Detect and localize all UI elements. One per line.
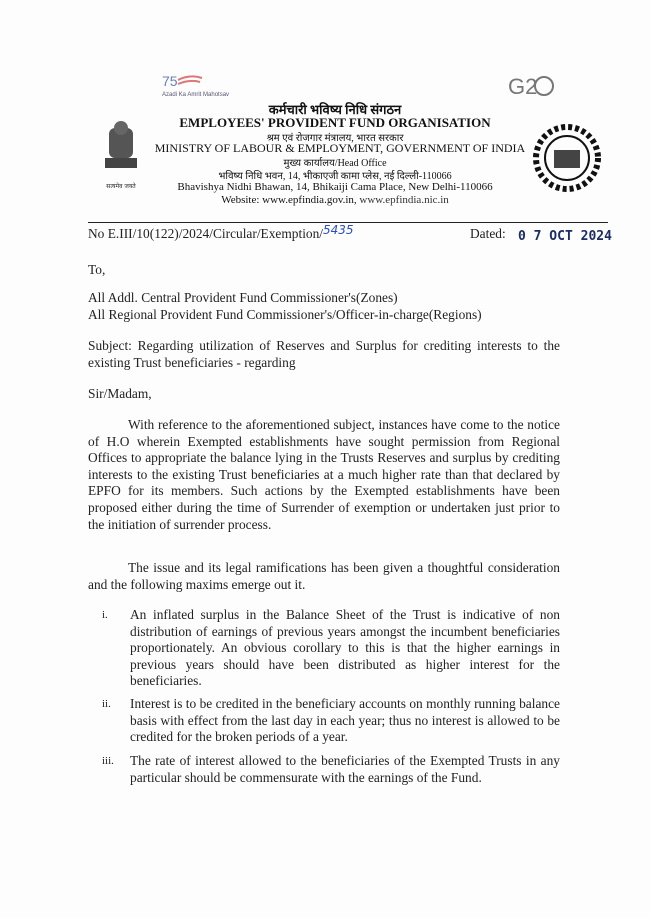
- org-name-hindi: कर्मचारी भविष्य निधि संगठन: [268, 102, 402, 117]
- national-emblem: सत्यमेव जयते: [96, 120, 146, 190]
- epfo-seal: [532, 118, 602, 202]
- to-label: To,: [88, 262, 106, 277]
- address-hindi: भविष्य निधि भवन, 14, भीकाएजी कामा प्लेस, नई दिल्ली-110066: [218, 171, 452, 182]
- list-item: i. An inflated surplus in the Balance Sheet of the Trust is indicative of non distribution of earnings of previous years amongst the incumbent beneficiaries proportionately. An obvious corollary to this is that the higher earnings in previous years should have been distributed as higher interest for the beneficiaries.: [102, 607, 560, 689]
- ministry-english: MINISTRY OF LABOUR & EMPLOYMENT, GOVERNMENT OF INDIA: [154, 141, 526, 155]
- ministry-hindi: श्रम एवं रोजगार मंत्रालय, भारत सरकार: [266, 133, 404, 144]
- list-item: iii. The rate of interest allowed to the beneficiaries of the Exempted Trusts in any particular should be commensurate with the earnings of the Fund.: [102, 753, 560, 785]
- salutation: Sir/Madam,: [88, 386, 152, 401]
- handwritten-number: 5435: [323, 223, 354, 237]
- svg-text:G2: G2: [508, 74, 538, 99]
- head-office: मुख्य कार्यालय/Head Office: [283, 158, 387, 169]
- reference-number: No E.III/10(122)/2024/Circular/Exemption/5435: [88, 223, 354, 241]
- recipient: All Regional Provident Fund Commissioner's/Officer-in-charge(Regions): [88, 307, 482, 322]
- website-line: Website: www.epfindia.gov.in, www.epfindia.nic.in: [221, 194, 449, 206]
- dated-label: Dated:: [470, 226, 506, 241]
- date-stamp: 0 7 OCT 2024: [518, 229, 612, 244]
- website-link-1[interactable]: www.epfindia.gov.in,: [262, 194, 357, 206]
- paragraph: The issue and its legal ramifications has been given a thoughtful consideration and the following maxims emerge out it.: [88, 560, 560, 592]
- list-item: ii. Interest is to be credited in the beneficiary accounts on monthly running balance basis with effect from the last day in each year; thus no interest is allowed to be credited for the broken periods of a year.: [102, 696, 560, 745]
- recipient: All Addl. Central Provident Fund Commissioner's(Zones): [88, 290, 398, 305]
- org-name-english: EMPLOYEES' PROVIDENT FUND ORGANISATION: [179, 115, 491, 130]
- subject: Subject: Regarding utilization of Reserves and Surplus for crediting interests to the existing Trust beneficiaries - regarding: [88, 338, 560, 370]
- svg-text:Azadi Ka Amrit Mahotsav: Azadi Ka Amrit Mahotsav: [162, 92, 230, 98]
- address-english: Bhavishya Nidhi Bhawan, 14, Bhikaiji Cama Place, New Delhi-110066: [177, 181, 493, 193]
- azadi-ka-amrit-mahotsav-logo: [160, 72, 230, 102]
- paragraph: With reference to the aforementioned subject, instances have come to the notice of H.O wherein Exempted establishments have sought permission from Regional Offices to appropriate the balance lying in the Trusts Reserves and surplus by crediting interests to the existing Trust beneficiaries at a much higher rate than that declared by EPFO for its members. Such actions by the Exempted establishments have been proposed either during the time of Surrender of exemption or undertaken just prior to the initiation of surrender process.: [88, 417, 560, 532]
- svg-text:75: 75: [162, 73, 178, 89]
- website-link-2[interactable]: www.epfindia.nic.in: [359, 194, 449, 206]
